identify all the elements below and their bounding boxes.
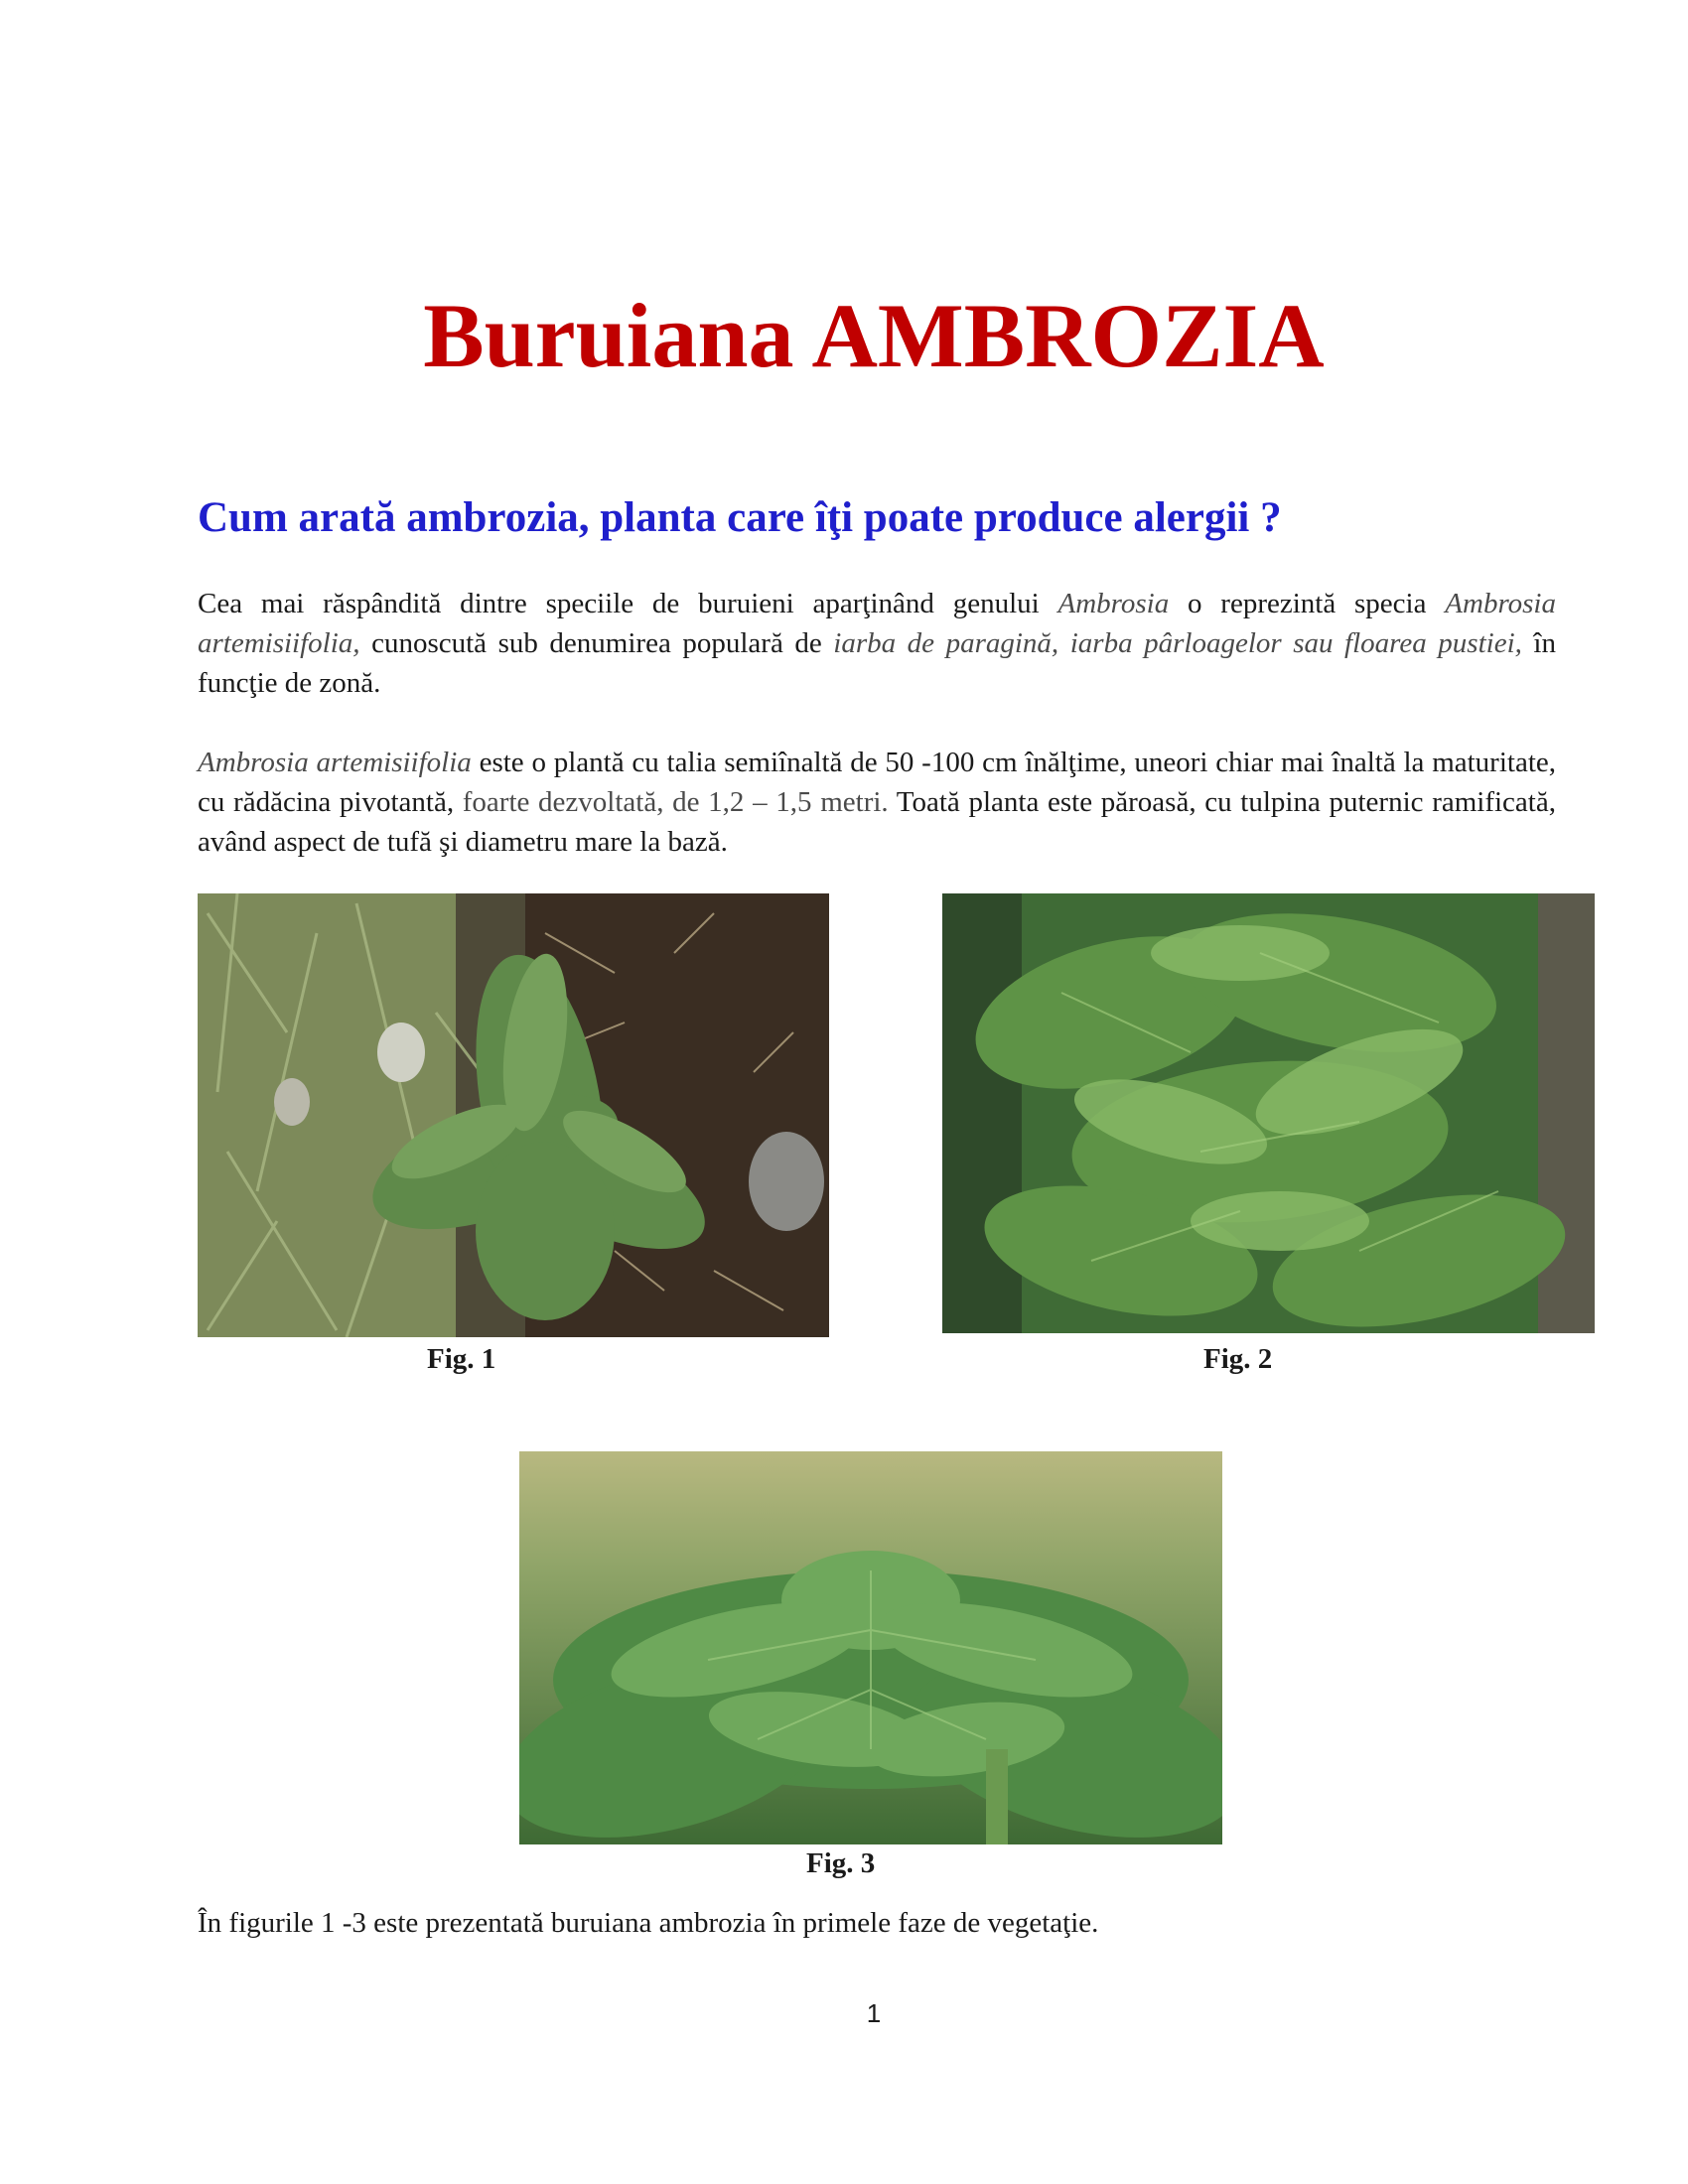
page-title: Buruiana AMBROZIA [423, 285, 1325, 386]
text-run: în funcţie de zonă. [198, 627, 1556, 699]
intro-paragraph [198, 584, 1556, 703]
text-run: Cea mai răspândită dintre speciile de buruieni aparţinând genului [198, 588, 1058, 619]
italic-term: Ambrosia artemisiifolia [198, 747, 472, 778]
figure-2-photo [942, 893, 1595, 1333]
text-run: Toată planta este păroasă, cu tulpina puternic ramificată, având aspect de tufă şi diametru mare la bază. [198, 786, 1556, 858]
italic-term: Ambrosia [1057, 588, 1170, 619]
text-run [1058, 627, 1070, 659]
text-run: o reprezintă specia [1169, 588, 1446, 619]
description-paragraph [198, 743, 1556, 862]
italic-term: iarba pârloagelor sau floarea pustiei, [1069, 627, 1522, 659]
text-run: este o plantă cu talia semiînaltă de 50 -100 cm înălţime, uneori chiar mai înaltă la maturitate, cu rădăcina pivotantă, [198, 747, 1556, 818]
section-heading: Cum arată ambrozia, planta care îţi poate produce alergii ? [198, 494, 1282, 541]
figure-2-caption: Fig. 2 [1203, 1343, 1273, 1375]
text-run: foarte dezvoltată, de 1,2 – 1,5 metri. [462, 786, 889, 818]
figure-3-photo [519, 1451, 1222, 1844]
italic-term: Ambrosia artemisiifolia, [198, 588, 1556, 659]
italic-term: iarba de paragină, [833, 627, 1059, 659]
figure-3-caption: Fig. 3 [806, 1847, 876, 1879]
text-run: cunoscută sub denumirea populară de [359, 627, 834, 659]
page-number: 1 [866, 1998, 882, 2028]
closing-paragraph: În figurile 1 -3 este prezentată buruiana ambrozia în primele faze de vegetaţie. [198, 1907, 1099, 1939]
figure-1-photo [198, 893, 829, 1337]
figure-1-caption: Fig. 1 [427, 1343, 496, 1375]
